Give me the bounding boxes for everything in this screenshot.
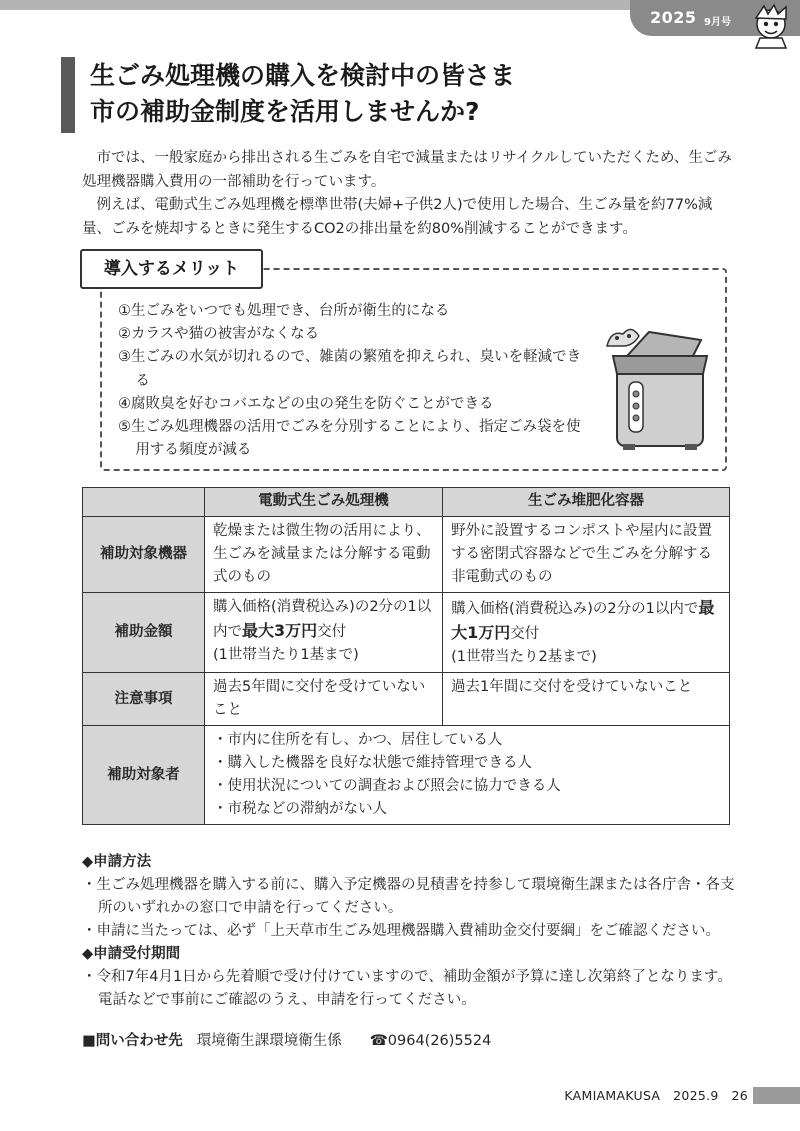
table-row	[83, 673, 730, 726]
method-heading: ◆申請方法	[82, 854, 152, 870]
amount-max: 最大1万円	[451, 598, 715, 642]
contact-label: ■問い合わせ先	[82, 1033, 183, 1049]
contact-phone: ☎0964(26)5524	[369, 1033, 492, 1049]
amount-note: (1世帯当たり2基まで)	[451, 649, 597, 665]
row-head-target: 補助対象機器	[83, 517, 205, 593]
table-row	[83, 517, 730, 593]
intro-paragraph-1: 市では、一般家庭から排出される生ごみを自宅で減量またはリサイクルしていただくため、生ごみ処理機器購入費用の一部補助を行っています。	[82, 150, 732, 190]
row-head-eligible: 補助対象者	[83, 726, 205, 825]
merit-list	[118, 300, 588, 462]
title-line-1: 生ごみ処理機の購入を検討中の皆さま	[90, 61, 516, 90]
amount-note: (1世帯当たり1基まで)	[213, 647, 359, 663]
subsidy-table	[82, 487, 730, 825]
amount-text: 購入価格(消費税込み)の2分の1以内で	[451, 601, 699, 617]
contact-dept: 環境衛生課環境衛生係	[196, 1033, 342, 1049]
row-head-amount: 補助金額	[83, 593, 205, 673]
merit-label: 導入するメリット	[80, 249, 263, 289]
period-item: ・令和7年4月1日から先着順で受け付けていますので、補助金額が予算に達し次第終了となります。電話などで事前にご確認のうえ、申請を行ってください。	[82, 969, 732, 1008]
intro-paragraph-2: 例えば、電動式生ごみ処理機を標準世帯(夫婦+子供2人)で使用した場合、生ごみ量を約77%減量、ごみを焼却するときに発生するCO2の排出量を約80%削減することができます。	[82, 197, 713, 237]
col-compost: 生ごみ堆肥化容器	[443, 488, 730, 517]
contact-info	[82, 1029, 491, 1053]
method-item: ・申請に当たっては、必ず「上天草市生ごみ処理機器購入費補助金交付要綱」をご確認ください。	[82, 923, 720, 939]
col-electric: 電動式生ごみ処理機	[205, 488, 443, 517]
mascot-icon	[746, 2, 796, 50]
amount-suffix: 交付	[317, 624, 347, 640]
issue-year: 2025	[650, 8, 697, 27]
eligible-item: ・市税などの滞納がない人	[213, 801, 387, 817]
method-item: ・生ごみ処理機器を購入する前に、購入予定機器の見積書を持参して環境衛生課または各庁舎・各支所のいずれかの窓口で申請を行ってください。	[82, 877, 735, 916]
page-number: 26	[731, 1088, 748, 1103]
title-line-2: 市の補助金制度を活用しませんか?	[90, 97, 480, 126]
amount-suffix: 交付	[510, 626, 540, 642]
garbage-processor-illustration	[605, 316, 715, 456]
table-row	[83, 726, 730, 825]
magazine-name: KAMIAMAKUSA	[564, 1088, 661, 1103]
merit-item: ①生ごみをいつでも処理でき、台所が衛生的になる	[118, 303, 450, 319]
cell-target-electric: 乾燥または微生物の活用により、生ごみを減量または分解する電動式のもの	[205, 517, 443, 593]
merit-item: ②カラスや猫の被害がなくなる	[118, 326, 320, 343]
amount-text: 購入価格(消費税込み)の2分の1以内で	[213, 599, 432, 640]
cell-amount-electric	[205, 593, 443, 673]
page-title	[90, 58, 515, 130]
amount-max: 最大3万円	[242, 621, 318, 640]
merit-item: ④腐敗臭を好むコバエなどの虫の発生を防ぐことができる	[118, 395, 494, 412]
footer-tab	[753, 1087, 800, 1104]
cell-notes-compost: 過去1年間に交付を受けていないこと	[443, 673, 730, 726]
cell-eligible	[205, 726, 730, 825]
issue-date: 2025.9	[673, 1088, 719, 1103]
table-row	[83, 593, 730, 673]
application-section	[82, 851, 742, 1012]
intro-text	[82, 147, 732, 241]
merit-item: ⑤生ごみ処理機器の活用でごみを分別することにより、指定ごみ袋を使用する頻度が減る	[118, 419, 581, 459]
eligible-item: ・使用状況についての調査および照会に協力できる人	[213, 778, 561, 794]
merit-item: ③生ごみの水気が切れるので、雑菌の繁殖を抑えられ、臭いを軽減できる	[118, 349, 582, 389]
title-accent-bar	[61, 57, 75, 133]
cell-amount-compost	[443, 593, 730, 673]
issue-month: 9月号	[704, 17, 731, 28]
table-corner	[83, 488, 205, 517]
row-head-notes: 注意事項	[83, 673, 205, 726]
cell-target-compost: 野外に設置するコンポストや屋内に設置する密閉式容器などで生ごみを分解する非電動式のもの	[443, 517, 730, 593]
eligible-item: ・市内に住所を有し、かつ、居住している人	[213, 732, 503, 748]
eligible-list	[213, 729, 721, 821]
period-heading: ◆申請受付期間	[82, 946, 181, 962]
table-header-row	[83, 488, 730, 517]
eligible-item: ・購入した機器を良好な状態で維持管理できる人	[213, 755, 532, 771]
cell-notes-electric: 過去5年間に交付を受けていないこと	[205, 673, 443, 726]
page-footer	[564, 1088, 748, 1103]
